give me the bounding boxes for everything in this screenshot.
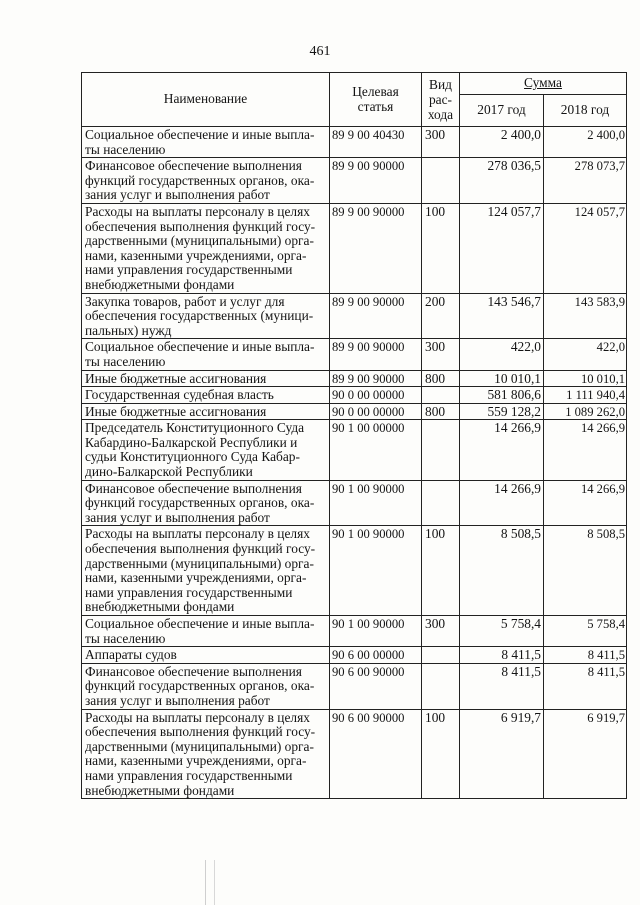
header-name: Наименование xyxy=(82,73,330,127)
table-row xyxy=(82,403,627,420)
row-code: 90 6 00 00000 xyxy=(330,647,422,664)
row-value-2018: 5 758,4 xyxy=(544,616,627,647)
row-name-line: Закупка товаров, работ и услуг для xyxy=(85,293,285,309)
row-name xyxy=(82,663,330,709)
row-name-line: Аппараты судов xyxy=(85,647,177,663)
header-expense-type-line1: Вид xyxy=(429,77,452,92)
row-code: 89 9 00 90000 xyxy=(330,158,422,204)
row-name xyxy=(82,370,330,387)
row-value-2017: 124 057,7 xyxy=(460,203,544,293)
row-value-2017: 14 266,9 xyxy=(460,420,544,480)
row-name-line: Государственная судебная власть xyxy=(85,387,274,403)
row-name xyxy=(82,616,330,647)
row-value-2017: 8 411,5 xyxy=(460,647,544,664)
table-row xyxy=(82,203,627,293)
row-name xyxy=(82,647,330,664)
row-expense-type: 800 xyxy=(422,403,460,420)
row-value-2017: 14 266,9 xyxy=(460,480,544,526)
row-name xyxy=(82,387,330,404)
row-value-2017: 8 508,5 xyxy=(460,526,544,616)
row-name-line: внебюджетными фондами xyxy=(85,782,235,798)
row-value-2017: 581 806,6 xyxy=(460,387,544,404)
table-row xyxy=(82,293,627,339)
row-name-line: Расходы на выплаты персоналу в целях xyxy=(85,203,310,219)
table-row xyxy=(82,663,627,709)
row-name-line: дарственными (муниципальными) орга- xyxy=(85,233,314,249)
row-name-line: Расходы на выплаты персоналу в целях xyxy=(85,709,310,725)
row-name-line: Финансовое обеспечение выполнения xyxy=(85,480,302,496)
row-code: 89 9 00 90000 xyxy=(330,339,422,370)
table-row xyxy=(82,616,627,647)
row-expense-type: 100 xyxy=(422,526,460,616)
row-value-2018: 6 919,7 xyxy=(544,709,627,799)
table-row xyxy=(82,420,627,480)
row-code: 89 9 00 90000 xyxy=(330,370,422,387)
row-name xyxy=(82,158,330,204)
row-name-line: обеспечения выполнения функций госу- xyxy=(85,541,316,557)
header-expense-type xyxy=(422,73,460,127)
row-value-2017: 8 411,5 xyxy=(460,663,544,709)
row-name-line: Иные бюджетные ассигнования xyxy=(85,370,267,386)
row-name xyxy=(82,526,330,616)
table-row xyxy=(82,339,627,370)
header-target-article-line2: статья xyxy=(357,98,394,114)
header-expense-type-line2: рас- xyxy=(428,92,453,107)
row-name-line: обеспечения выполнения функций госу- xyxy=(85,724,316,740)
row-expense-type: 300 xyxy=(422,127,460,158)
row-name-line: Социальное обеспечение и иные выпла- xyxy=(85,616,315,631)
row-name-line: ты населению xyxy=(85,353,166,369)
header-year-2017: 2017 год xyxy=(460,95,544,127)
row-value-2017: 559 128,2 xyxy=(460,403,544,420)
header-sum xyxy=(460,73,627,95)
row-name-line: Расходы на выплаты персоналу в целях xyxy=(85,526,310,542)
table-row xyxy=(82,387,627,404)
row-name-line: внебюджетными фондами xyxy=(85,276,235,292)
row-name-line: нами, казенными учреждениями, орга- xyxy=(85,570,307,586)
row-name-line: Социальное обеспечение и иные выпла- xyxy=(85,127,315,142)
row-name-line: функций государственных органов, ока- xyxy=(85,495,315,511)
row-expense-type: 800 xyxy=(422,370,460,387)
row-value-2018: 278 073,7 xyxy=(544,158,627,204)
row-code: 89 9 00 40430 xyxy=(330,127,422,158)
row-name-line: обеспечения выполнения функций госу- xyxy=(85,218,316,234)
row-value-2018: 143 583,9 xyxy=(544,293,627,339)
row-name-line: нами, казенными учреждениями, орга- xyxy=(85,753,307,769)
row-value-2018: 14 266,9 xyxy=(544,420,627,480)
row-value-2017: 2 400,0 xyxy=(460,127,544,158)
header-target-article-line1: Целевая xyxy=(352,83,399,99)
row-expense-type: 100 xyxy=(422,203,460,293)
row-value-2017: 10 010,1 xyxy=(460,370,544,387)
row-code: 90 0 00 00000 xyxy=(330,403,422,420)
row-name-line: внебюджетными фондами xyxy=(85,599,235,615)
row-name-line: нами управления государственными xyxy=(85,584,293,600)
row-name xyxy=(82,480,330,526)
row-expense-type: 100 xyxy=(422,709,460,799)
row-name-line: зания услуг и выполнения работ xyxy=(85,187,270,203)
binding-mark xyxy=(205,860,215,905)
row-expense-type xyxy=(422,387,460,404)
row-name-line: дарственными (муниципальными) орга- xyxy=(85,555,314,571)
table-row xyxy=(82,480,627,526)
row-name-line: Председатель Конституционного Суда xyxy=(85,420,305,436)
table-row xyxy=(82,370,627,387)
row-code: 90 6 00 90000 xyxy=(330,663,422,709)
row-value-2017: 278 036,5 xyxy=(460,158,544,204)
row-expense-type xyxy=(422,663,460,709)
row-name xyxy=(82,203,330,293)
row-value-2018: 8 508,5 xyxy=(544,526,627,616)
row-expense-type xyxy=(422,647,460,664)
row-name-line: нами управления государственными xyxy=(85,767,293,783)
row-name-line: зания услуг и выполнения работ xyxy=(85,509,270,525)
row-name xyxy=(82,403,330,420)
row-expense-type xyxy=(422,420,460,480)
row-value-2018: 8 411,5 xyxy=(544,663,627,709)
row-name-line: обеспечения государственных (муници- xyxy=(85,308,314,324)
row-code: 90 6 00 90000 xyxy=(330,709,422,799)
row-name-line: нами, казенными учреждениями, орга- xyxy=(85,247,307,263)
row-name-line: Кабардино-Балкарской Республики и xyxy=(85,434,298,450)
row-name-line: нами управления государственными xyxy=(85,262,293,278)
row-value-2017: 5 758,4 xyxy=(460,616,544,647)
row-value-2018: 124 057,7 xyxy=(544,203,627,293)
row-value-2018: 1 089 262,0 xyxy=(544,403,627,420)
row-name xyxy=(82,127,330,158)
row-name xyxy=(82,293,330,339)
table-row xyxy=(82,709,627,799)
row-name-line: ты населению xyxy=(85,141,166,157)
budget-table xyxy=(81,72,627,799)
row-value-2018: 14 266,9 xyxy=(544,480,627,526)
row-value-2017: 143 546,7 xyxy=(460,293,544,339)
row-code: 89 9 00 90000 xyxy=(330,203,422,293)
row-value-2018: 2 400,0 xyxy=(544,127,627,158)
row-code: 89 9 00 90000 xyxy=(330,293,422,339)
table-row xyxy=(82,647,627,664)
row-value-2017: 422,0 xyxy=(460,339,544,370)
row-code: 90 0 00 00000 xyxy=(330,387,422,404)
row-expense-type: 200 xyxy=(422,293,460,339)
row-name-line: судьи Конституционного Суда Кабар- xyxy=(85,449,300,465)
row-code: 90 1 00 90000 xyxy=(330,526,422,616)
row-code: 90 1 00 00000 xyxy=(330,420,422,480)
table-row xyxy=(82,158,627,204)
row-expense-type xyxy=(422,480,460,526)
row-name-line: Финансовое обеспечение выполнения xyxy=(85,158,302,174)
header-year-2018: 2018 год xyxy=(544,95,627,127)
row-name-line: функций государственных органов, ока- xyxy=(85,678,315,694)
row-value-2018: 8 411,5 xyxy=(544,647,627,664)
row-code: 90 1 00 90000 xyxy=(330,480,422,526)
row-name xyxy=(82,339,330,370)
row-name xyxy=(82,709,330,799)
header-target-article xyxy=(330,73,422,127)
table-body xyxy=(82,127,627,799)
row-value-2018: 422,0 xyxy=(544,339,627,370)
row-expense-type: 300 xyxy=(422,339,460,370)
row-name-line: Иные бюджетные ассигнования xyxy=(85,403,267,419)
row-name-line: дино-Балкарской Республики xyxy=(85,464,253,480)
table-header xyxy=(82,73,627,127)
row-code: 90 1 00 90000 xyxy=(330,616,422,647)
row-name xyxy=(82,420,330,480)
row-value-2018: 10 010,1 xyxy=(544,370,627,387)
row-name-line: Социальное обеспечение и иные выпла- xyxy=(85,339,315,355)
row-value-2017: 6 919,7 xyxy=(460,709,544,799)
table-row xyxy=(82,526,627,616)
row-expense-type xyxy=(422,158,460,204)
row-name-line: зания услуг и выполнения работ xyxy=(85,692,270,708)
row-expense-type: 300 xyxy=(422,616,460,647)
row-name-line: Финансовое обеспечение выполнения xyxy=(85,663,302,679)
row-name-line: дарственными (муниципальными) орга- xyxy=(85,738,314,754)
row-value-2018: 1 111 940,4 xyxy=(544,387,627,404)
table-row xyxy=(82,127,627,158)
header-sum-label: Сумма xyxy=(524,75,562,91)
row-name-line: функций государственных органов, ока- xyxy=(85,172,315,188)
header-expense-type-line3: хода xyxy=(427,107,454,122)
page-number: 461 xyxy=(309,44,331,59)
row-name-line: пальных) нужд xyxy=(85,322,172,338)
row-name-line: ты населению xyxy=(85,630,166,646)
